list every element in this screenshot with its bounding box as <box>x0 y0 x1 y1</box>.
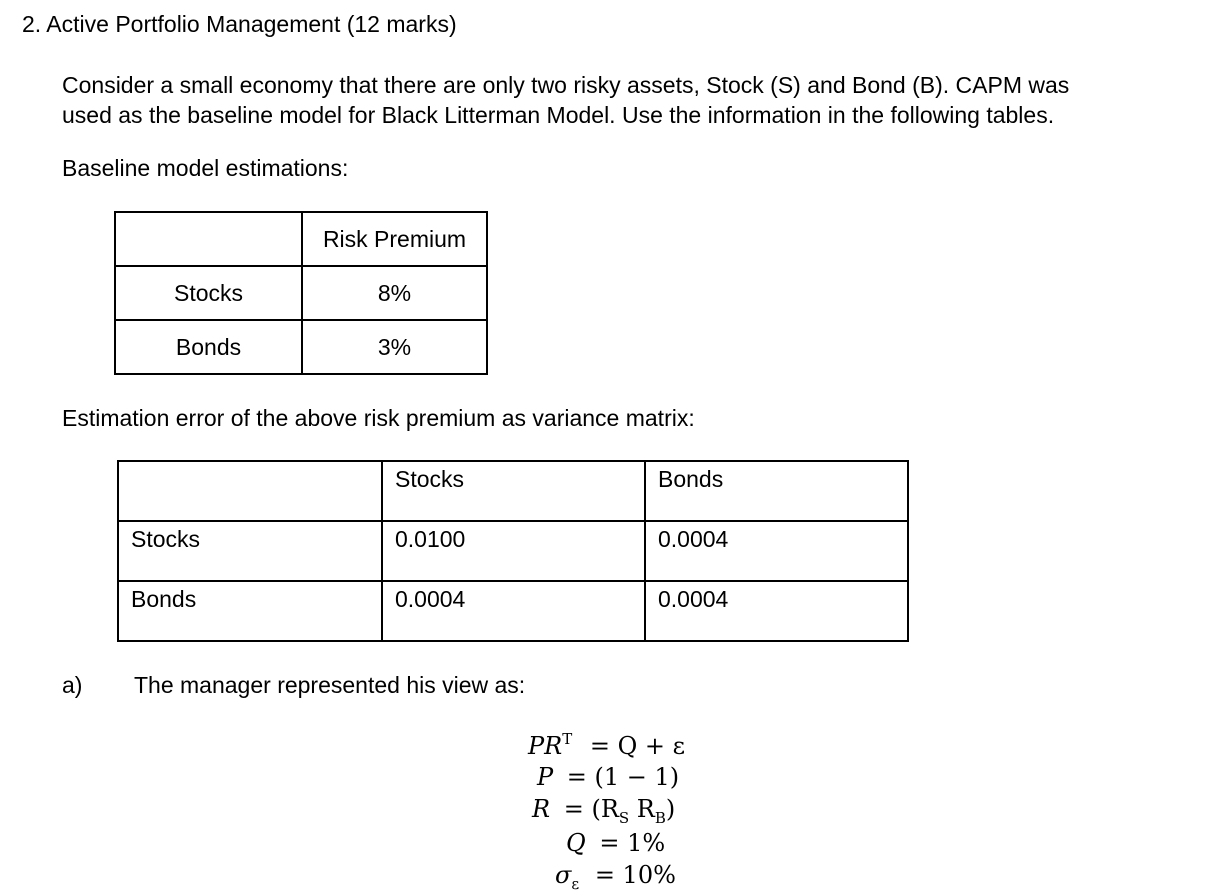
baseline-table-label: Baseline model estimations: <box>62 155 349 181</box>
table-cell: 8% <box>302 266 487 320</box>
equation-superscript: T <box>562 730 573 748</box>
row-label-cell: Stocks <box>118 521 382 581</box>
equation-subscript: S <box>618 809 630 827</box>
row-label-cell: Stocks <box>115 266 302 320</box>
table-cell: 0.0100 <box>382 521 645 581</box>
variance-matrix-table <box>117 460 909 642</box>
intro-line-2: used as the baseline model for Black Litterman Model. Use the information in the following tables. <box>62 102 1055 128</box>
table-cell: 0.0004 <box>382 581 645 641</box>
part-a-label: a) <box>62 672 83 698</box>
table-cell: 0.0004 <box>645 521 908 581</box>
equation-rhs: = Q + ε <box>589 732 686 760</box>
question-heading: 2. Active Portfolio Management (12 marks) <box>22 11 457 37</box>
equation-view <box>528 730 685 760</box>
table-header-cell: Bonds <box>645 461 908 521</box>
equation-lhs: σ <box>555 861 572 889</box>
equation-rhs-mid: R <box>629 795 655 823</box>
question-intro <box>62 70 1069 130</box>
table-cell <box>118 461 382 521</box>
equation-view-value <box>566 829 665 857</box>
equation-subscript: B <box>654 809 666 827</box>
table-cell: 0.0004 <box>645 581 908 641</box>
table-header-cell: Stocks <box>382 461 645 521</box>
row-label-cell: Bonds <box>115 320 302 374</box>
table-row <box>115 320 487 374</box>
table-header-row <box>115 212 487 266</box>
equation-rhs: = 10% <box>594 861 676 889</box>
equation-lhs: R <box>532 795 551 823</box>
table-row <box>115 266 487 320</box>
equation-view-error <box>555 861 676 893</box>
equation-rhs-close: ) <box>665 795 676 823</box>
table-cell <box>115 212 302 266</box>
table-header-cell: Risk Premium <box>302 212 487 266</box>
equation-rhs: = (1 − 1) <box>566 763 680 791</box>
equation-rhs: = 1% <box>599 829 666 857</box>
table-row <box>118 581 908 641</box>
intro-line-1: Consider a small economy that there are only two risky assets, Stock (S) and Bond (B). CAPM was <box>62 72 1070 98</box>
equation-subscript: ε <box>571 875 580 893</box>
row-label-cell: Bonds <box>118 581 382 641</box>
baseline-risk-premium-table <box>114 211 488 375</box>
equation-lhs: PR <box>528 732 563 760</box>
equation-pick-matrix <box>537 763 679 791</box>
table-cell: 3% <box>302 320 487 374</box>
equation-lhs: Q <box>566 829 586 857</box>
variance-matrix-label: Estimation error of the above risk premium as variance matrix: <box>62 405 695 431</box>
table-header-row <box>118 461 908 521</box>
part-a-prompt: The manager represented his view as: <box>134 672 526 698</box>
equation-lhs: P <box>537 763 554 791</box>
equation-rhs-open: = (R <box>563 795 619 823</box>
table-row <box>118 521 908 581</box>
equation-return-vector <box>532 795 675 827</box>
